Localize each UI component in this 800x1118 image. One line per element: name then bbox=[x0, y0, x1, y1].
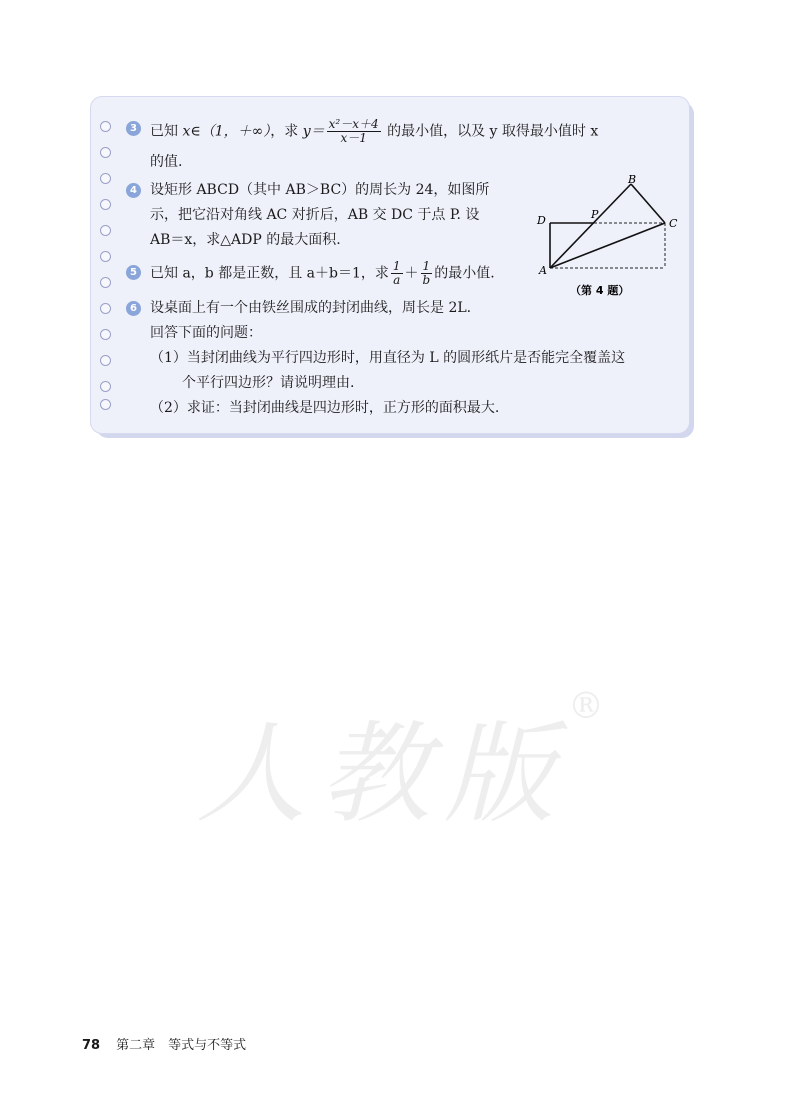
problem-5-line: 已知 a，b 都是正数，且 a＋b＝1，求 $\frac{1}{a}$ ＋ $\frac{1}{b}$ 的最小值. bbox=[150, 259, 495, 287]
binder-ring-icon bbox=[100, 121, 111, 132]
fraction: $\frac{1}{a}$ bbox=[392, 259, 401, 287]
vertex-label-b: B bbox=[628, 173, 637, 186]
folded-edge-bc bbox=[631, 184, 665, 223]
problem-6-line-2: 回答下面的问题： bbox=[150, 325, 262, 341]
binder-ring-icon bbox=[100, 303, 111, 314]
problem-3-line-2: 的值. bbox=[150, 154, 183, 170]
problem-number-badge: 4 bbox=[126, 183, 141, 198]
fraction: $\frac{\text{x²－x＋4}}{x-1}$ bbox=[328, 117, 379, 145]
diagonal-ac bbox=[550, 223, 665, 268]
binder-ring-icon bbox=[100, 173, 111, 184]
problem-4-line-1: 设矩形 ABCD（其中 AB＞BC）的周长为 24，如图所 bbox=[150, 182, 490, 198]
problem-number-badge: 5 bbox=[126, 265, 141, 280]
figure-caption: （第 4 题） bbox=[570, 284, 630, 297]
problem-6-sub-2: （2）求证：当封闭曲线是四边形时，正方形的面积最大. bbox=[150, 400, 500, 416]
folded-edge-ab bbox=[550, 184, 631, 268]
binder-ring-icon bbox=[100, 399, 111, 410]
vertex-label-a: A bbox=[539, 264, 547, 277]
problem-6-sub-1-line-2: 个平行四边形？请说明理由. bbox=[182, 375, 355, 391]
vertex-label-d: D bbox=[537, 214, 546, 227]
problem-4-line-2: 示，把它沿对角线 AC 对折后，AB 交 DC 于点 P. 设 bbox=[150, 207, 480, 223]
binder-ring-icon bbox=[100, 381, 111, 392]
chapter-title: 第二章 等式与不等式 bbox=[116, 1038, 247, 1053]
problem-4-line-3: AB＝x，求△ADP 的最大面积. bbox=[150, 232, 341, 248]
vertex-label-p: P bbox=[591, 208, 599, 221]
fraction: $\frac{1}{b}$ bbox=[422, 259, 431, 287]
problem-6-line-1: 设桌面上有一个由铁丝围成的封闭曲线，周长是 2L. bbox=[150, 300, 472, 316]
problem-6-sub-1-line-1: （1）当封闭曲线为平行四边形时，用直径为 L 的圆形纸片是否能完全覆盖这 bbox=[150, 350, 626, 366]
problem-number-badge: 3 bbox=[126, 121, 141, 136]
binder-ring-icon bbox=[100, 199, 111, 210]
problem-3-line-1: 已知 x∈（1，＋∞），求 y＝ $\frac{\text{x²－x＋4}}{x-1}$ 的最小值，以及 y 取得最小值时 x bbox=[150, 117, 599, 145]
rectangle-fold-figure bbox=[530, 170, 690, 300]
binder-ring-icon bbox=[100, 251, 111, 262]
page-number: 78 bbox=[82, 1038, 101, 1053]
binder-ring-icon bbox=[100, 277, 111, 288]
page-footer bbox=[82, 1034, 246, 1053]
publisher-watermark: 人教版® bbox=[196, 686, 604, 838]
binder-ring-icon bbox=[100, 147, 111, 158]
binder-ring-icon bbox=[100, 355, 111, 366]
binder-ring-icon bbox=[100, 225, 111, 236]
vertex-label-c: C bbox=[669, 217, 678, 230]
binder-ring-icon bbox=[100, 329, 111, 340]
problem-number-badge: 6 bbox=[126, 301, 141, 316]
